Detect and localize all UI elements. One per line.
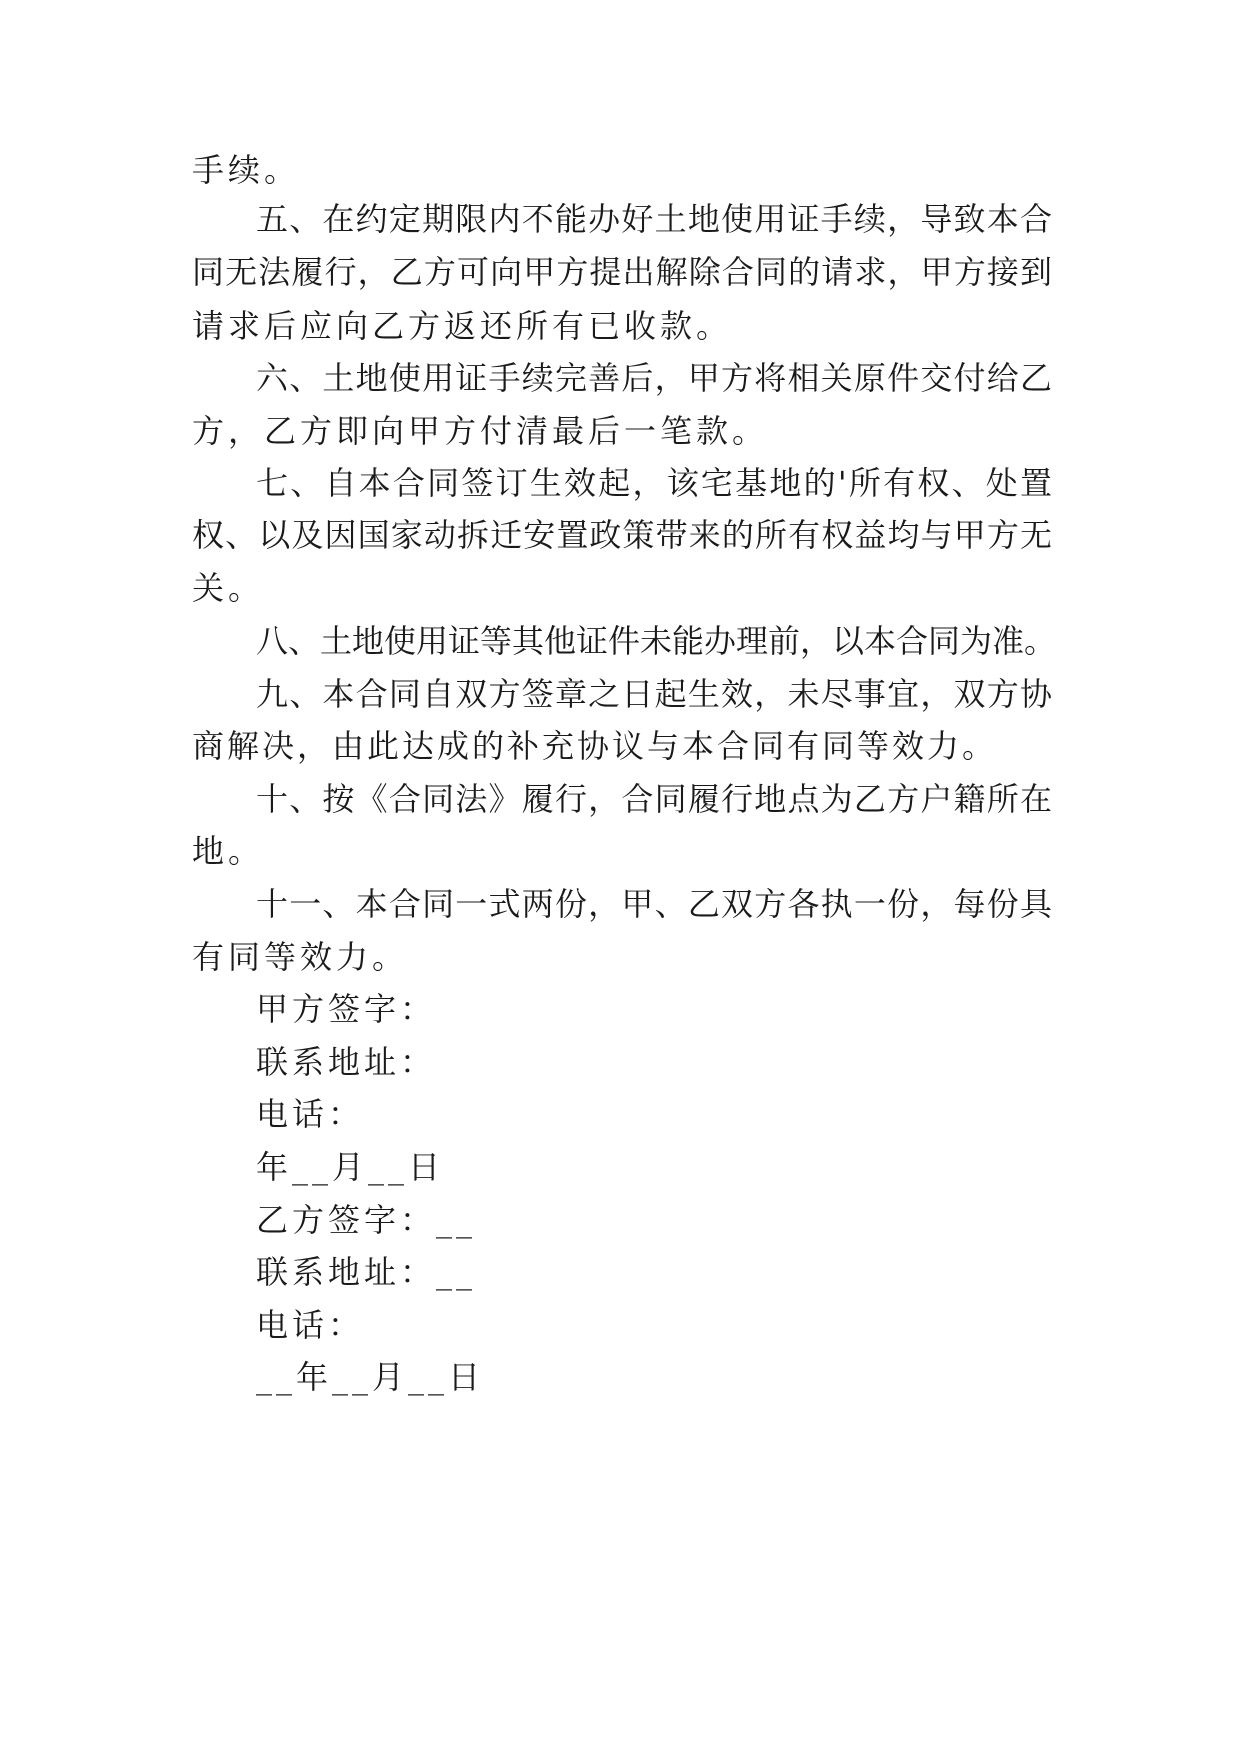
text-line: 请求后应向乙方返还所有已收款。	[192, 307, 733, 345]
text-line: 同无法履行，乙方可向甲方提出解除合同的请求，甲方接到	[192, 253, 1052, 291]
phone-label-party-a: 电话：	[256, 1095, 365, 1133]
text-line: 关。	[192, 569, 265, 607]
phone-label-party-b: 电话：	[256, 1306, 365, 1344]
date-line-party-b: __年__月__日	[256, 1358, 485, 1396]
address-label-party-a: 联系地址：	[256, 1043, 437, 1081]
text-line: 七、自本合同签订生效起，该宅基地的'所有权、处置	[256, 464, 1052, 502]
text-line: 商解决，由此达成的补充协议与本合同有同等效力。	[192, 727, 998, 765]
text-line: 手续。	[192, 151, 301, 189]
text-line: 九、本合同自双方签章之日起生效，未尽事宜，双方协	[256, 675, 1052, 713]
address-label-party-b: 联系地址：__	[256, 1253, 477, 1291]
text-line: 地。	[192, 832, 265, 870]
text-line: 十、按《合同法》履行，合同履行地点为乙方户籍所在	[256, 780, 1052, 818]
text-line: 权、以及因国家动拆迁安置政策带来的所有权益均与甲方无	[192, 516, 1052, 554]
text-line: 五、在约定期限内不能办好土地使用证手续，导致本合	[256, 200, 1052, 238]
date-line-party-a: 年__月__日	[256, 1148, 445, 1186]
text-line: 六、土地使用证手续完善后，甲方将相关原件交付给乙	[256, 359, 1052, 397]
text-line: 八、土地使用证等其他证件未能办理前，以本合同为准。	[256, 622, 1057, 660]
text-line: 十一、本合同一式两份，甲、乙双方各执一份，每份具	[256, 885, 1052, 923]
text-line: 方，乙方即向甲方付清最后一笔款。	[192, 412, 769, 450]
signature-label-party-b: 乙方签字：__	[256, 1201, 477, 1239]
signature-label-party-a: 甲方签字：	[256, 990, 437, 1028]
text-line: 有同等效力。	[192, 938, 409, 976]
